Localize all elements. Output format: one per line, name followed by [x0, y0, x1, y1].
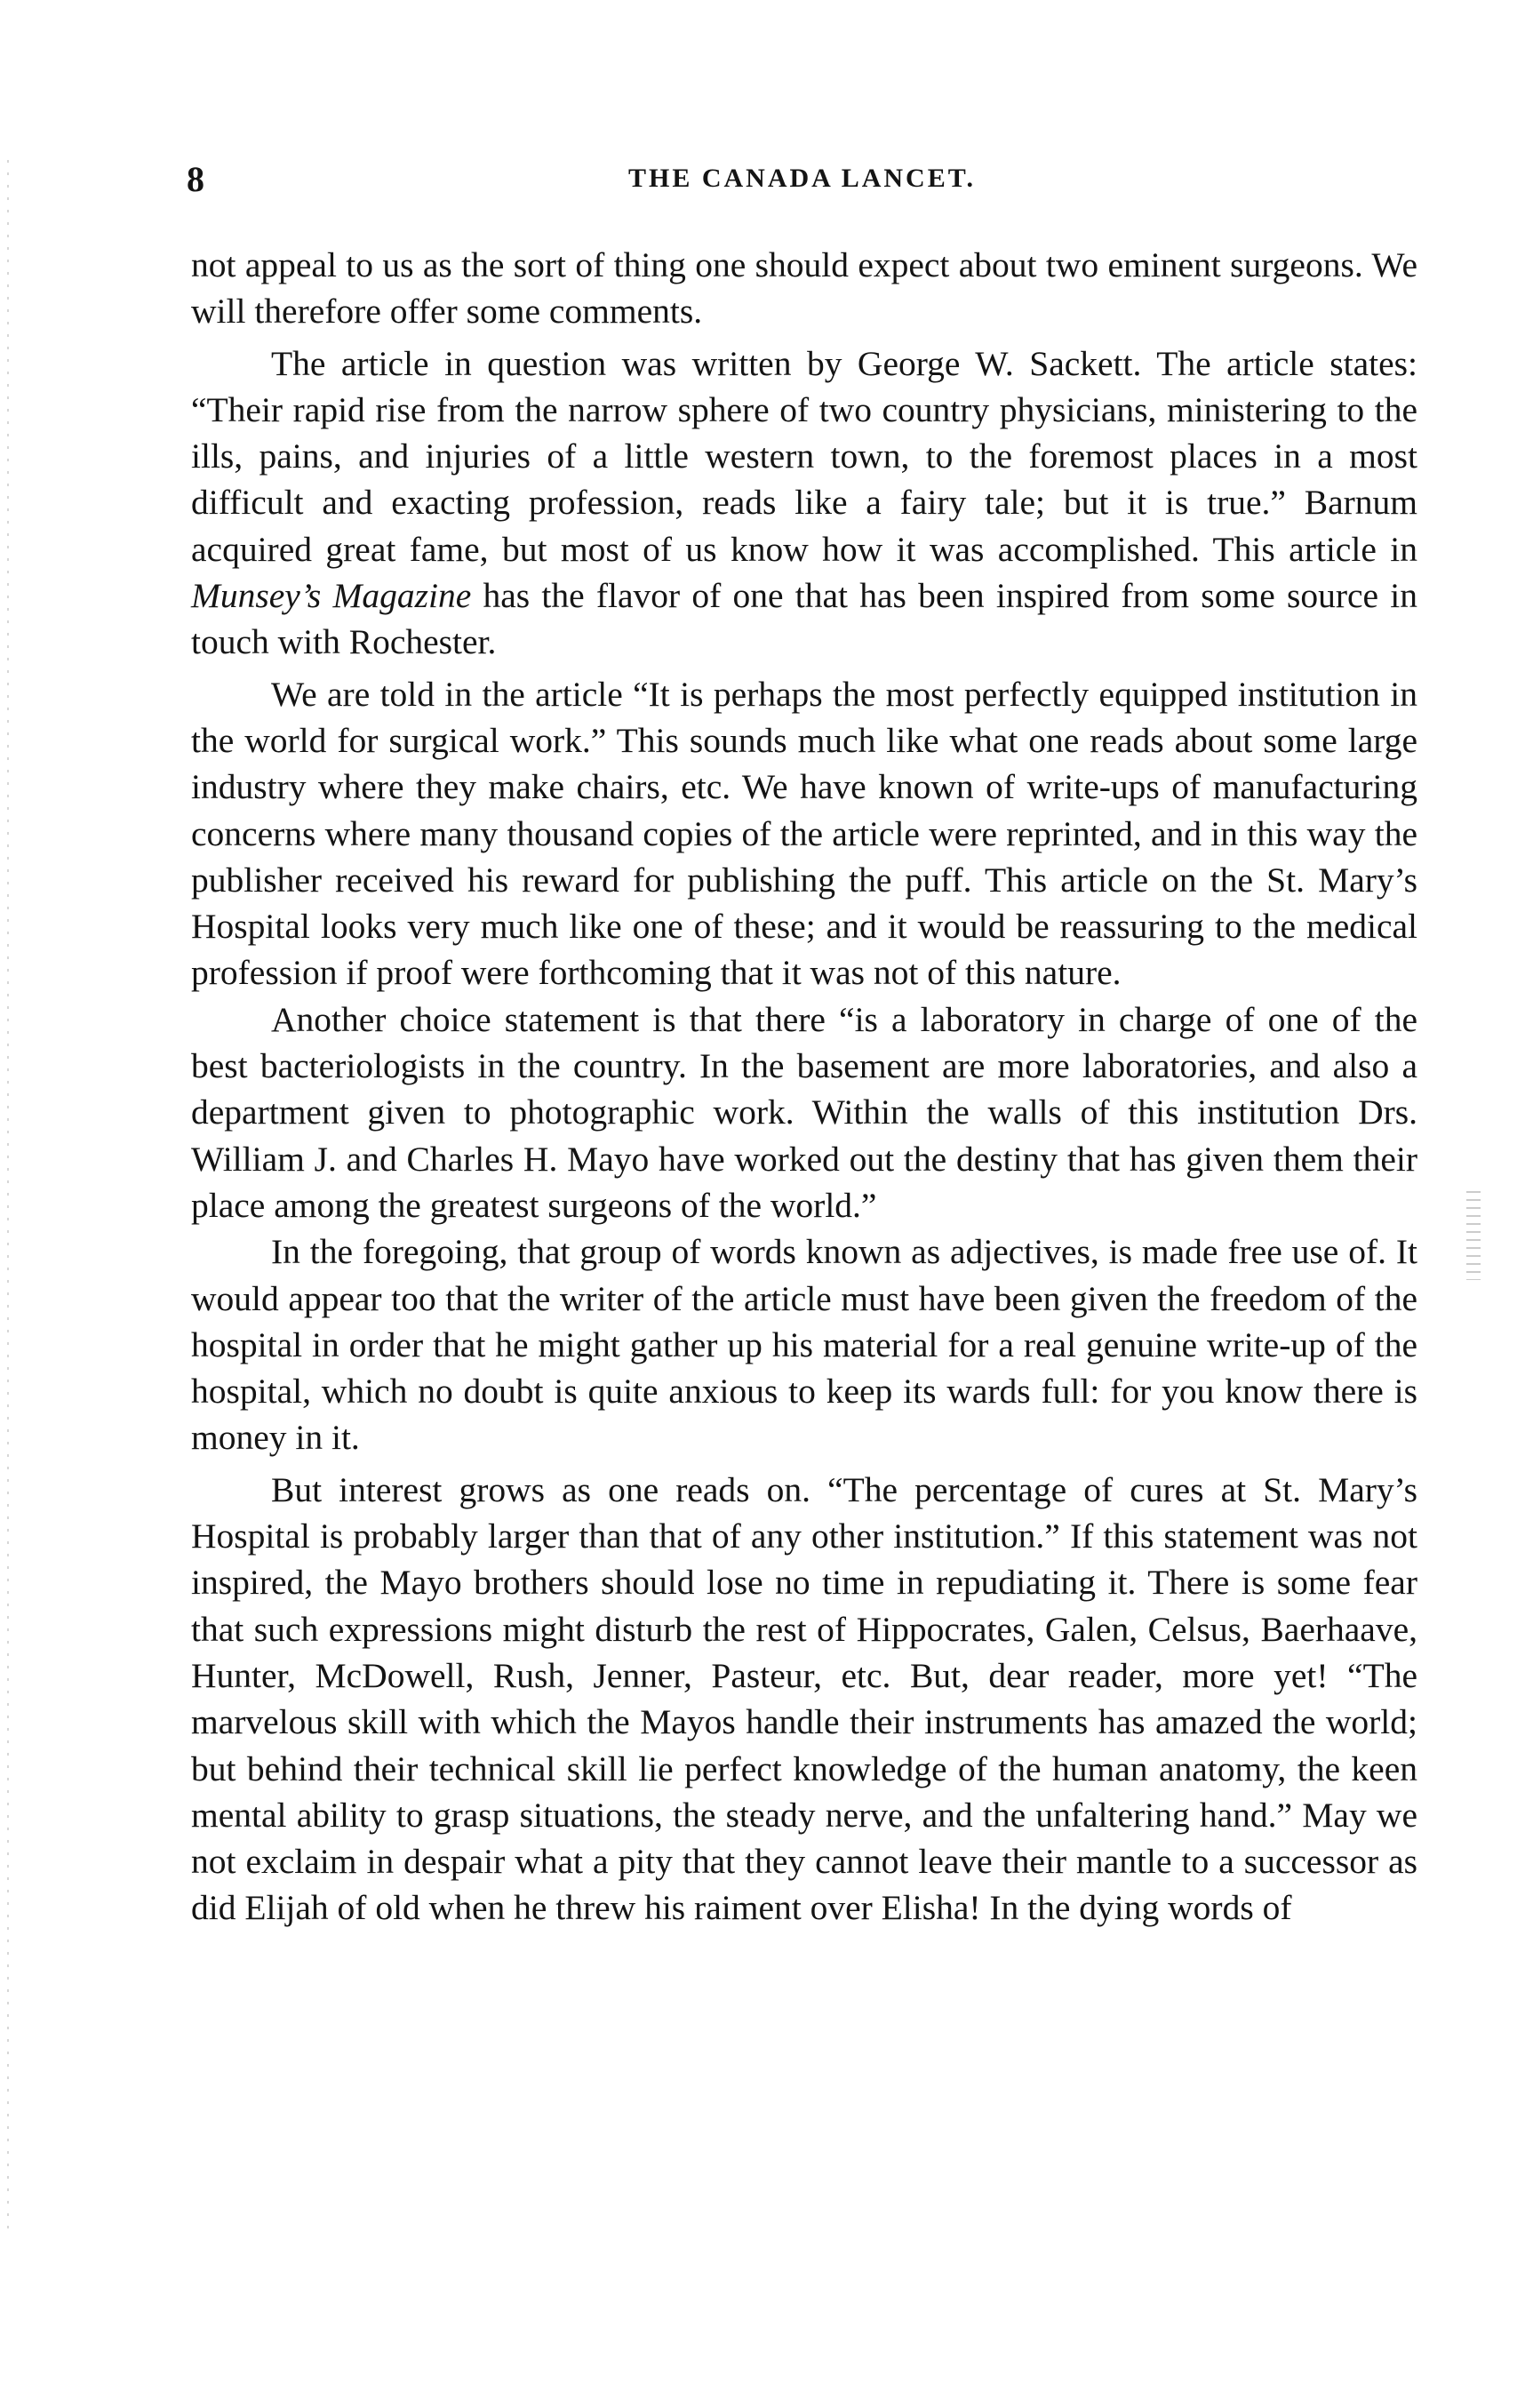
paragraph-4	[191, 996, 1417, 1228]
paragraph-1-text: not appeal to us as the sort of thing one should expect about two eminent surgeons. We will therefore offer some comments.	[191, 245, 1417, 332]
scan-speck-artifact	[1466, 1191, 1481, 1280]
paragraph-4-text: Another choice statement is that there “is a laboratory in charge of one of the best bacteriologists in the country. In the basement are more laboratories, and also a department given to photographic work. Within the walls of this institution Drs. William J. and Charles H. Mayo have worked out the destiny that has given them their place among the greatest surgeons of the world.”	[191, 999, 1417, 1225]
paragraph-6-text: But interest grows as one reads on. “The percentage of cures at St. Mary’s Hospital is probably larger than that of any other institution.” If this statement was not inspired, the Mayo brothers should lose no time in repudiating it. There is some fear that such expressions might disturb the rest of Hippocrates, Galen, Celsus, Baerhaave, Hunter, McDowell, Rush, Jenner, Pasteur, etc. But, dear reader, more yet! “The marvelous skill with which the Mayos handle their instruments has amazed the world; but behind their technical skill lie perfect knowledge of the human anatomy, the keen mental ability to grasp situations, the steady nerve, and the unfaltering hand.” May we not exclaim in despair what a pity that they cannot leave their mantle to a successor as did Elijah of old when he threw his raiment over Elisha! In the dying words of	[191, 1469, 1417, 1928]
running-head: THE CANADA LANCET.	[628, 164, 976, 193]
paragraph-2-text-after: has the flavor of one that has been inspired from some source in touch with Rochester.	[191, 576, 1417, 662]
paragraph-2	[191, 340, 1417, 666]
paragraph-3-text: We are told in the article “It is perhaps the most perfectly equipped institution in the world for surgical work.” This sounds much like what one reads about some large industry where they make chairs, etc. We have known of write-ups of manufacturing concerns where many thousand copies of the article were reprinted, and in this way the publisher received his reward for publishing the puff. This article on the St. Mary’s Hospital looks very much like one of these; and it would be reassuring to the medical profession if proof were forthcoming that it was not of this nature.	[191, 674, 1417, 993]
paragraph-3	[191, 671, 1417, 996]
paragraph-2-text: The article in question was written by George W. Sackett. The article states: “Their rapid rise from the narrow sphere of two country physicians, ministering to the ills, pains, and injuries of a little western town, to the foremost places in a most difficult and exacting profession, reads like a fairy tale; but it is true.” Barnum acquired great fame, but most of us know how it was accomplished. This article in	[191, 343, 1417, 569]
article-body	[191, 242, 1417, 1932]
paragraph-5-text: In the foregoing, that group of words known as adjectives, is made free use of. It would appear too that the writer of the article must have been given the freedom of the hospital in order that he might gather up his material for a real genuine write-up of the hospital, which no doubt is quite anxious to keep its wards full: for you know there is money in it.	[191, 1232, 1417, 1458]
magazine-title: Munsey’s Magazine	[191, 576, 472, 616]
page-header	[187, 158, 1417, 212]
scan-edge-artifact	[7, 160, 9, 2231]
paragraph-1	[191, 242, 1417, 335]
page-number: 8	[187, 159, 204, 199]
paragraph-5	[191, 1228, 1417, 1460]
paragraph-6	[191, 1467, 1417, 1932]
